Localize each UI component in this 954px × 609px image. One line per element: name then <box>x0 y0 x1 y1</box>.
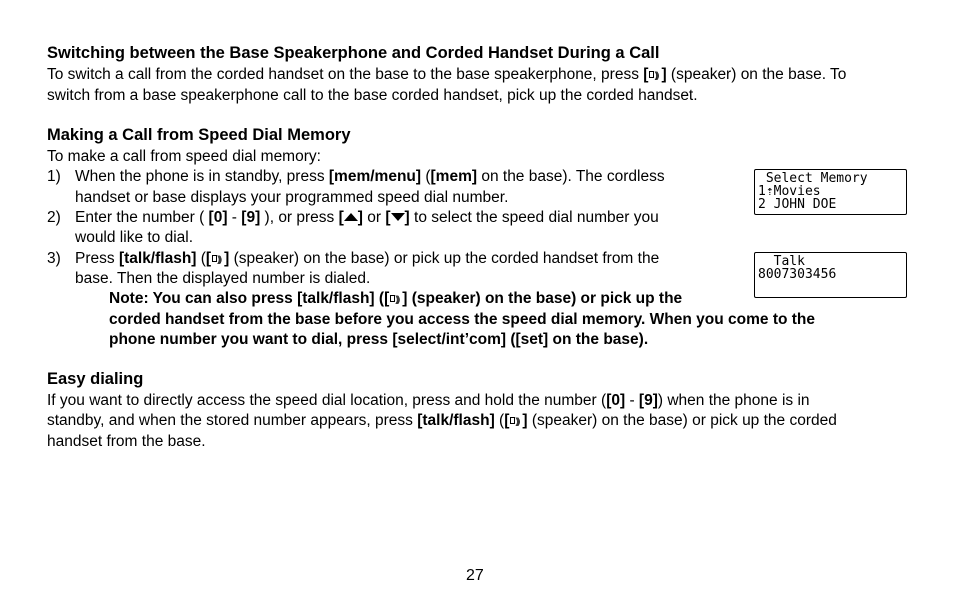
text: standby, and when the stored number appears, press <box>47 412 418 429</box>
text: ( <box>196 250 206 267</box>
step-number: 1) <box>47 168 61 185</box>
step-1-line: handset or base displays your programmed speed dial number. <box>75 189 509 206</box>
text: ( <box>421 168 431 185</box>
note-line: phone number you want to dial, press [select/int’com] ([set] on the base). <box>109 331 649 348</box>
step-number: 3) <box>47 250 61 267</box>
paragraph-line <box>47 391 810 411</box>
step-3-line: Press [talk/flash] ([))) ] (speaker) on the base) or pick up the corded handset from the <box>75 249 659 269</box>
speaker-icon <box>509 414 522 426</box>
key-label: [mem/menu] <box>328 168 422 185</box>
lcd-display-select-memory <box>754 169 907 215</box>
text: (speaker) on the base. To <box>666 66 847 83</box>
text: To switch a call from the corded handset on the base to the base speakerphone, press <box>47 66 644 83</box>
up-arrow-icon <box>344 213 358 221</box>
key-label: [0] <box>606 392 626 409</box>
text: (speaker) on the base) or pick up the corded handset from the <box>229 250 660 267</box>
speaker-icon <box>648 68 661 80</box>
speaker-icon <box>211 252 224 264</box>
text: Press <box>75 250 119 267</box>
lcd-line: Select Memory <box>758 171 868 186</box>
text: - <box>227 209 242 226</box>
text: - <box>625 392 639 409</box>
step-2-line: would like to dial. <box>75 229 194 246</box>
key-label: [talk/flash] <box>417 412 495 429</box>
down-arrow-icon <box>391 213 405 221</box>
lcd-line: 2 JOHN DOE <box>758 197 837 212</box>
lcd-line: 8007303456 <box>758 267 837 282</box>
text: If you want to directly access the speed dial location, press and hold the number ( <box>47 392 607 409</box>
section-heading-speed-dial: Making a Call from Speed Dial Memory <box>47 126 351 144</box>
paragraph-line: handset from the base. <box>47 433 206 450</box>
section-heading-switching: Switching between the Base Speakerphone and Corded Handset During a Call <box>47 44 660 62</box>
text: Enter the number ( <box>75 209 209 226</box>
paragraph-line: standby, and when the stored number appears, press [talk/flash] ([))) ] (speaker) on the base) or pick up the corded <box>47 411 837 431</box>
speaker-icon <box>389 292 402 304</box>
text: (speaker) on the base) or pick up the <box>407 290 683 307</box>
text: to select the speed dial number you <box>409 209 659 226</box>
text: ) when the phone is in <box>657 392 810 409</box>
text: Note: You can also press [talk/flash] ( <box>109 290 385 307</box>
key-label: [mem] <box>430 168 478 185</box>
text: (speaker) on the base) or pick up the corded <box>527 412 837 429</box>
intro-text: To make a call from speed dial memory: <box>47 148 321 165</box>
text: or <box>362 209 386 226</box>
note-line: Note: You can also press [talk/flash] ([))) ] (speaker) on the base) or pick up the <box>109 289 682 309</box>
key-label: [9] <box>638 392 658 409</box>
text: When the phone is in standby, press <box>75 168 329 185</box>
lcd-line: 1⇡Movies <box>758 184 821 199</box>
key-label: [talk/flash] <box>118 250 197 267</box>
note-line: corded handset from the base before you access the speed dial memory. When you come to the <box>109 311 815 328</box>
text: ), or press <box>260 209 339 226</box>
text: ( <box>494 412 505 429</box>
lcd-line: Talk <box>758 254 805 269</box>
step-3-line: base. Then the displayed number is dialed. <box>75 270 371 287</box>
step-2-line: Enter the number ( [0] - [9] ), or press [ ] or [ ] to select the speed dial number you <box>75 209 659 226</box>
key-label: [9] <box>241 209 261 226</box>
section-heading-easy-dialing: Easy dialing <box>47 370 144 388</box>
key-label: [0] <box>208 209 228 226</box>
step-1-line <box>75 167 665 187</box>
paragraph-line: To switch a call from the corded handset on the base to the base speakerphone, press [))) ] (speaker) on the base. To <box>47 65 846 85</box>
lcd-display-talk <box>754 252 907 298</box>
step-number: 2) <box>47 209 61 226</box>
text: on the base). The cordless <box>477 168 665 185</box>
paragraph-line: switch from a base speakerphone call to the base corded handset, pick up the corded handset. <box>47 87 698 104</box>
page-number: 27 <box>466 567 484 584</box>
